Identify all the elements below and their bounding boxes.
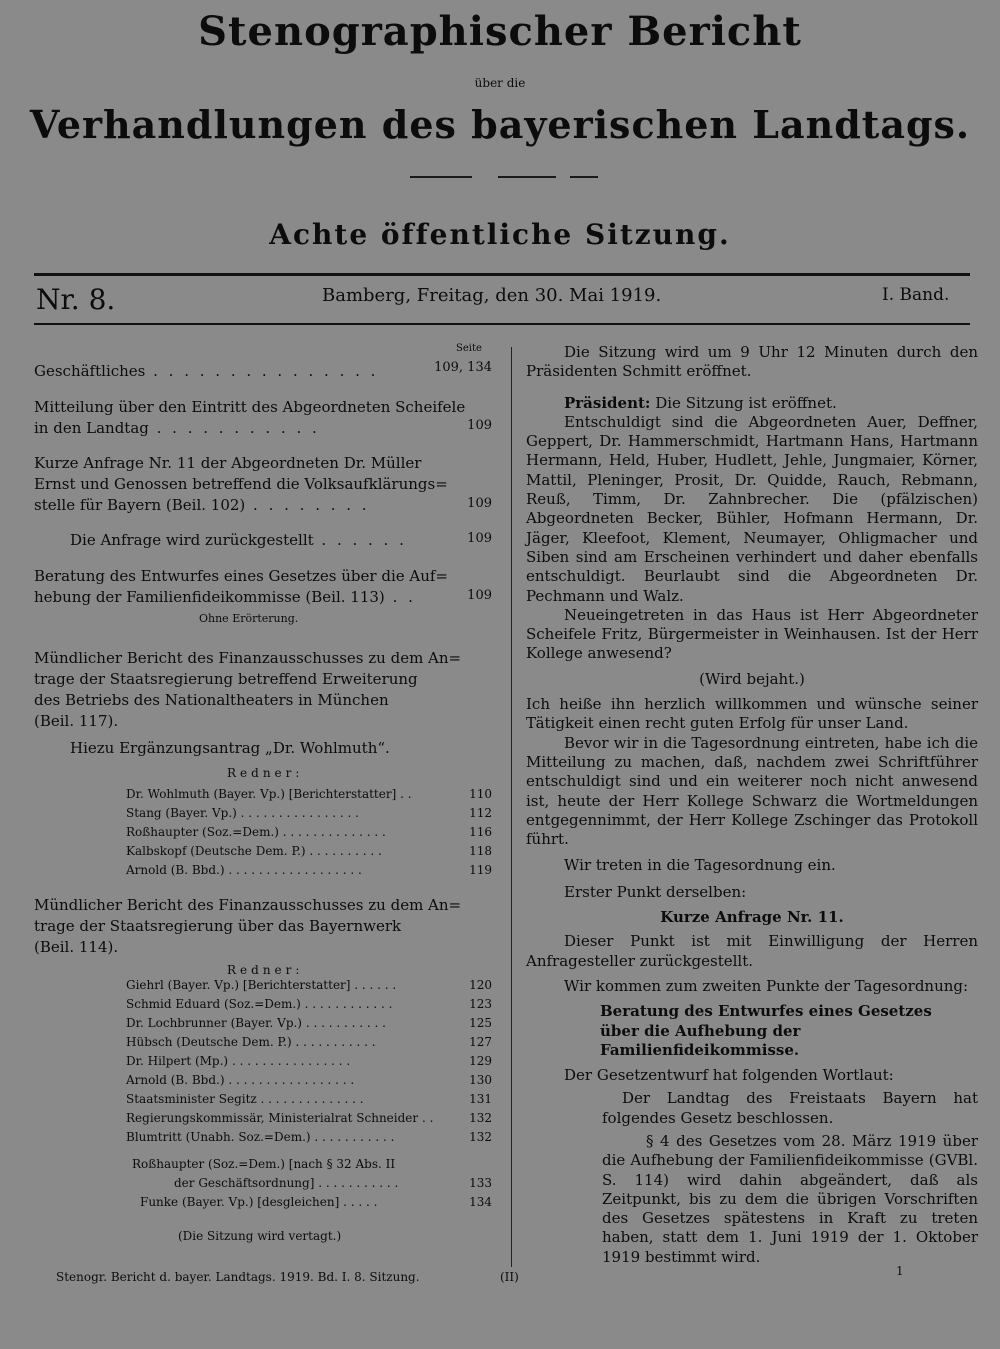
toc-item bbox=[34, 648, 490, 784]
speaker-row: Roßhaupter (Soz.=Dem.) . . . . . . . . . . . . . . 116 bbox=[126, 825, 492, 839]
adjourn-note: (Die Sitzung wird vertagt.) bbox=[178, 1229, 342, 1243]
toc-page: 109 bbox=[467, 418, 492, 433]
toc-text: Die Anfrage wird zurückgestellt bbox=[70, 531, 314, 549]
speakers-heading: Redner: bbox=[227, 963, 304, 977]
paragraph: Erster Punkt derselben: bbox=[564, 882, 747, 901]
footer-citation: Stenogr. Bericht d. bayer. Landtags. 1919. Bd. I. 8. Sitzung. bbox=[56, 1270, 420, 1284]
speaker-row: Schmid Eduard (Soz.=Dem.) . . . . . . . . . . . . 123 bbox=[126, 997, 492, 1011]
table-of-contents bbox=[34, 0, 490, 1349]
toc-text: Ernst und Genossen betreffend die Volksaufklärungs= bbox=[34, 475, 448, 493]
speaker-row: Hübsch (Deutsche Dem. P.) . . . . . . . . . . . 127 bbox=[126, 1035, 492, 1049]
speaker-row: Arnold (B. Bbd.) . . . . . . . . . . . . . . . . . 130 bbox=[126, 1073, 492, 1087]
paragraph: Bevor wir in die Tagesordnung eintreten, habe ich die Mitteilung zu machen, daß, nachdem zwei Schriftführer entschuldigt sind und ein weiterer noch nicht anwesend ist, heute der Herr Kollege Schwarz die Wortmeldungen entgegennimmt, der Herr Kollege Zschinger das Protokoll führt. bbox=[526, 733, 978, 849]
page-column-heading: Seite bbox=[456, 343, 482, 354]
speaker-row: Regierungskommissär, Ministerialrat Schneider . . 132 bbox=[126, 1111, 492, 1125]
speaker-row: Blumtritt (Unabh. Soz.=Dem.) . . . . . . . . . . . 132 bbox=[126, 1130, 492, 1144]
speaker-row: Dr. Hilpert (Mp.) . . . . . . . . . . . . . . . . 129 bbox=[126, 1054, 492, 1068]
toc-text: Mitteilung über den Eintritt des Abgeordneten Scheifele bbox=[34, 398, 466, 416]
paragraph: Dieser Punkt ist mit Einwilligung der Herren Anfragesteller zurückgestellt. bbox=[526, 932, 978, 970]
toc-note: Ohne Erörterung. bbox=[199, 612, 299, 625]
law-text: Der Landtag des Freistaats Bayern hat folgendes Gesetz beschlossen. bbox=[602, 1089, 978, 1127]
report-title: Stenographischer Bericht bbox=[198, 8, 802, 55]
speaker-row: Arnold (B. Bbd.) . . . . . . . . . . . . . . . . . . 119 bbox=[126, 863, 492, 877]
paragraph: Ich heiße ihn herzlich willkommen und wünsche seiner Tätigkeit einen recht guten Erfolg für unser Land. bbox=[526, 695, 978, 733]
report-over: über die bbox=[474, 76, 526, 90]
toc-text: (Beil. 114). bbox=[34, 938, 119, 956]
speaker-row: Dr. Wohlmuth (Bayer. Vp.) [Berichterstatter] . . 110 bbox=[126, 787, 492, 801]
toc-text: trage der Staatsregierung über das Bayernwerk bbox=[34, 917, 402, 935]
page-number: 1 bbox=[896, 1264, 904, 1278]
issue-number: Nr. 8. bbox=[36, 283, 116, 316]
speaker-row: der Geschäftsordnung] . . . . . . . . . . . 133 bbox=[174, 1176, 492, 1190]
toc-item: Die Anfrage wird zurückgestellt . . . . . . 109 bbox=[70, 530, 490, 551]
toc-page: 109 bbox=[467, 531, 492, 546]
toc-item: Mitteilung über den Eintritt des Abgeordneten Scheifele in den Landtag . . . . . . . . . . . 109 bbox=[34, 398, 492, 437]
toc-text: Mündlicher Bericht des Finanzausschusses zu dem An= bbox=[34, 649, 462, 667]
toc-text: in den Landtag bbox=[34, 419, 149, 437]
paragraph: Die Sitzung wird um 9 Uhr 12 Minuten durch den Präsidenten Schmitt eröffnet. bbox=[526, 343, 978, 381]
speaker-row: Funke (Bayer. Vp.) [desgleichen] . . . . . 134 bbox=[140, 1195, 492, 1209]
toc-page: 109, 134 bbox=[434, 360, 492, 375]
speaker-row: Giehrl (Bayer. Vp.) [Berichterstatter] . . . . . . 120 bbox=[126, 978, 492, 992]
speaker-row: Dr. Lochbrunner (Bayer. Vp.) . . . . . . . . . . . 125 bbox=[126, 1016, 492, 1030]
toc-item bbox=[34, 895, 490, 981]
toc-text: des Betriebs des Nationaltheaters in München bbox=[34, 691, 389, 709]
law-text: § 4 des Gesetzes vom 28. März 1919 über die Aufhebung der Familienfideikommisse (GVBl. S. 114) wird dahin abgeändert, daß als Zeitpunkt, bis zu dem die übrigen Vorschriften des Gesetzes spätestens in Kraft zu treten haben, statt dem 1. Juni 1919 der 1. Oktober 1919 bestimmt wird. bbox=[602, 1131, 978, 1266]
toc-text: stelle für Bayern (Beil. 102) bbox=[34, 496, 246, 514]
toc-text: Geschäftliches bbox=[34, 362, 146, 380]
session-title: Achte öffentliche Sitzung. bbox=[269, 218, 731, 251]
paragraph: Der Gesetzentwurf hat folgenden Wortlaut: bbox=[564, 1066, 894, 1085]
speakers-heading: Redner: bbox=[227, 766, 304, 780]
toc-text: Kurze Anfrage Nr. 11 der Abgeordneten Dr. Müller bbox=[34, 454, 422, 472]
toc-text: Mündlicher Bericht des Finanzausschusses zu dem An= bbox=[34, 896, 462, 914]
agenda-heading: Beratung des Entwurfes eines Gesetzes über die Aufhebung der Familienfideikommisse. bbox=[600, 1002, 932, 1059]
agenda-heading: Kurze Anfrage Nr. 11. bbox=[660, 908, 844, 927]
toc-page: 109 bbox=[467, 496, 492, 511]
toc-sub: Hiezu Ergänzungsantrag „Dr. Wohlmuth“. bbox=[70, 739, 390, 757]
report-subtitle: Verhandlungen des bayerischen Landtags. bbox=[29, 102, 971, 147]
toc-text: hebung der Familienfideikommisse (Beil. 113) bbox=[34, 588, 385, 606]
paragraph: Entschuldigt sind die Abgeordneten Auer, Deffner, Geppert, Dr. Hammerschmidt, Hartmann Hans, Hartmann Hermann, Held, Huber, Hudlett, Jehle, Jungmaier, Körner, Mattil, Pleninger, Prosit, Dr. Quidde, Rauch, Rebmann, Reuß, Timm, Dr. Zahnbrecher. Die (pfälzischen) Abgeordneten Becker, Bühler, Hofmann Hermann, Dr. Jäger, Kleefoot, Klement, Neumayer, Ohligmacher und Siben sind am Erscheinen verhindert und daher ebenfalls entschuldigt. Beurlaubt sind die Abgeordneten Dr. Pechmann und Walz. bbox=[526, 412, 978, 605]
paragraph: Wir treten in die Tagesordnung ein. bbox=[564, 856, 836, 875]
volume-label: I. Band. bbox=[882, 285, 950, 305]
toc-page: 109 bbox=[467, 588, 492, 603]
session-text bbox=[526, 343, 978, 1267]
speaker-row: Kalbskopf (Deutsche Dem. P.) . . . . . . . . . . 118 bbox=[126, 844, 492, 858]
paragraph: Präsident: Die Sitzung ist eröffnet. bbox=[564, 393, 837, 412]
speaker-row: Stang (Bayer. Vp.) . . . . . . . . . . . . . . . . 112 bbox=[126, 806, 492, 820]
toc-text: Beratung des Entwurfes eines Gesetzes über die Auf= bbox=[34, 567, 449, 585]
place-date: Bamberg, Freitag, den 30. Mai 1919. bbox=[322, 285, 662, 306]
speaker-row: Staatsminister Segitz . . . . . . . . . . . . . . 131 bbox=[126, 1092, 492, 1106]
paragraph: Neueingetreten in das Haus ist Herr Abgeordneter Scheifele Fritz, Bürgermeister in Weinhausen. Ist der Herr Kollege anwesend? bbox=[526, 605, 978, 663]
speaker-row: Roßhaupter (Soz.=Dem.) [nach § 32 Abs. II bbox=[132, 1157, 396, 1171]
toc-item: Kurze Anfrage Nr. 11 der Abgeordneten Dr. Müller Ernst und Genossen betreffend die Volksaufklärungs= stelle für Bayern (Beil. 102) . . . . . . . . 109 bbox=[34, 454, 492, 514]
toc-item: Geschäftliches . . . . . . . . . . . . . . . 109, 134 bbox=[34, 361, 490, 382]
column-divider bbox=[511, 347, 512, 1267]
speaker-lead: Präsident: bbox=[564, 393, 651, 412]
paragraph: Wir kommen zum zweiten Punkte der Tagesordnung: bbox=[564, 976, 969, 995]
toc-text: trage der Staatsregierung betreffend Erweiterung bbox=[34, 670, 418, 688]
footer-signature: (II) bbox=[500, 1270, 519, 1284]
toc-item: Beratung des Entwurfes eines Gesetzes über die Auf= hebung der Familienfideikommisse (Beil. 113) . . Ohne Erörterung. 109 bbox=[34, 566, 490, 629]
toc-text: (Beil. 117). bbox=[34, 712, 119, 730]
paragraph: (Wird bejaht.) bbox=[699, 669, 805, 688]
